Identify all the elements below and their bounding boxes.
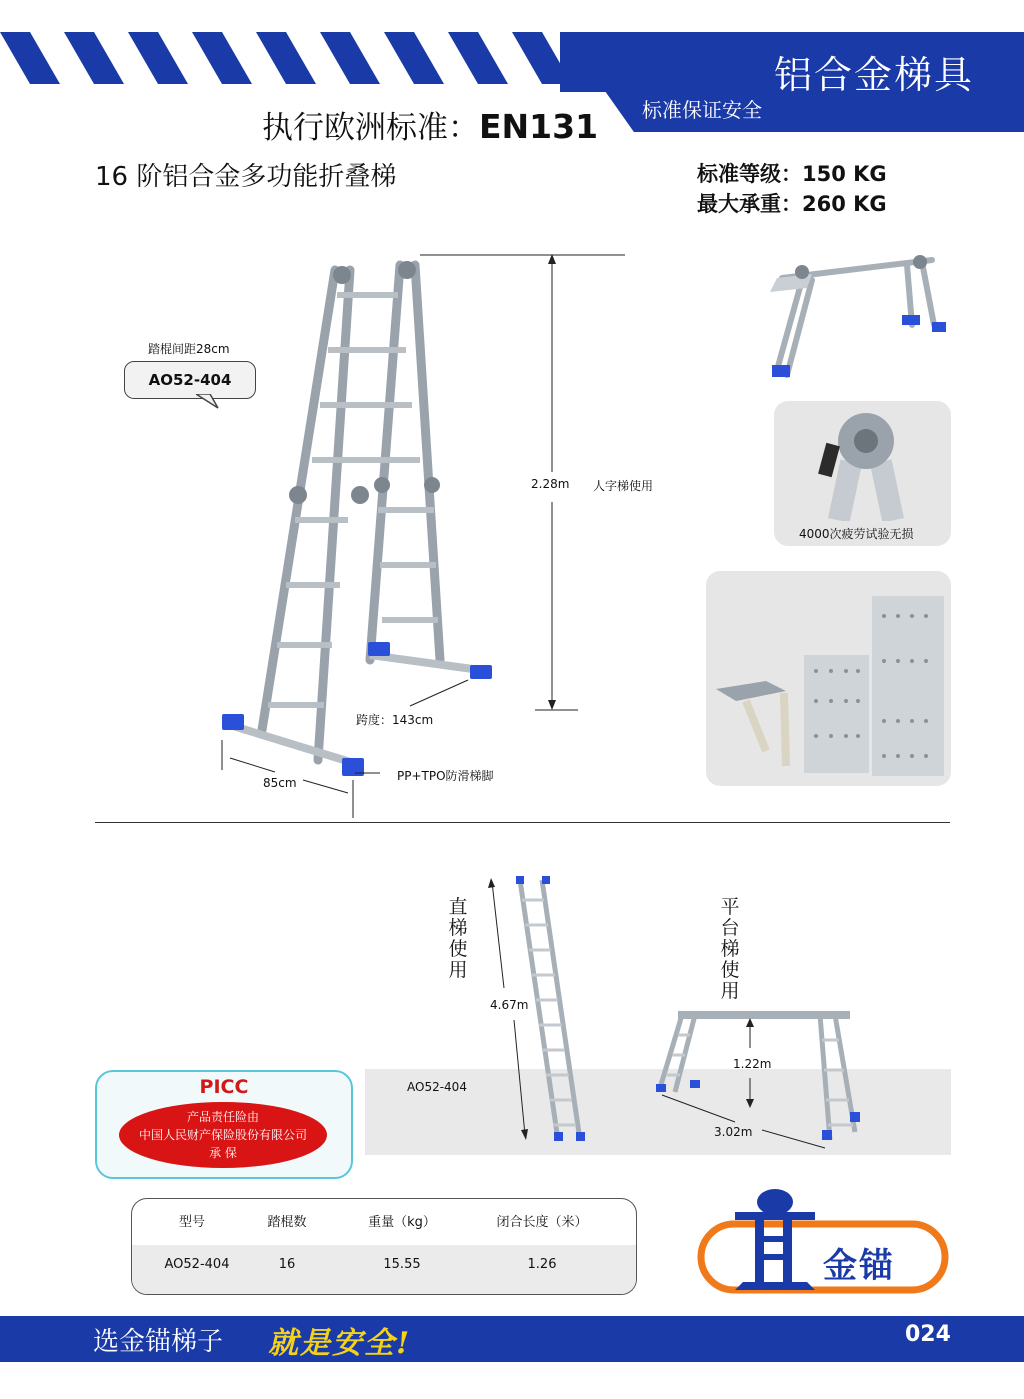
workbench-mode-photo [752,240,952,385]
rung-spacing-label: 踏棍间距28cm [148,342,230,356]
table-row [132,1245,636,1294]
picc-brand: PICC [199,1076,249,1098]
platform-height-label: 1.22m [733,1057,772,1071]
width-label: 85cm [263,776,297,790]
height-mode-label: 人字梯使用 [593,479,654,493]
span-label: 跨度：143cm [356,713,434,727]
table-header-cell: 踏棍数 [267,1215,307,1230]
brand-subtitle: 标准保证安全 [642,98,762,122]
table-header-cell: 型号 [178,1215,205,1230]
anti-slip-foot-label: PP+TPO防滑梯脚 [397,769,494,783]
band-model-label: AO52-404 [407,1080,467,1094]
page-number: 024 [905,1322,951,1347]
model-bubble: AO52-404 [124,361,256,399]
section-divider [95,822,950,823]
insurance-text [119,1108,327,1162]
table-cell: 1.26 [527,1257,557,1272]
spec-table [131,1198,637,1295]
brand-title: 铝合金梯具 [774,53,975,97]
spec-grade: 标准等级：150 KG [697,162,887,186]
table-header-row [132,1203,636,1243]
platform-ladder-illustration [650,1000,880,1150]
hinge-photo [804,406,924,521]
insurance-line-3: 承 保 [209,1146,237,1160]
table-cell: 16 [278,1257,296,1272]
spec-max-load: 最大承重：260 KG [697,192,887,216]
hinge-photo-box [774,401,951,546]
header-stripes [0,32,600,84]
standard-prefix: 执行欧洲标准： [262,110,479,146]
table-header-cell: 闭合长度（米） [496,1215,588,1230]
insurance-line-1: 产品责任险由 [186,1110,259,1124]
brand-logo [695,1188,951,1298]
standard-code: EN131 [479,107,599,146]
platform-parts-photo-box [706,571,951,786]
straight-height-label: 4.67m [490,998,529,1012]
bubble-tail [196,394,220,410]
hinge-caption: 4000次疲劳试验无损 [799,527,914,541]
table-header-cell: 重量（kg） [368,1215,436,1230]
platform-parts-photo [706,571,951,786]
platform-length-label: 3.02m [714,1125,753,1139]
main-ladder-illustration [200,240,660,820]
product-title: 16 阶铝合金多功能折叠梯 [95,162,397,192]
table-cell: AO52-404 [164,1257,230,1272]
platform-mode-label: 平台梯使用 [720,896,740,1002]
insurance-line-2: 中国人民财产保险股份有限公司 [138,1128,307,1142]
standard-line [262,102,598,147]
table-cell: 15.55 [383,1257,421,1272]
footer-slogan: 就是安全! [268,1326,412,1361]
height-value-label: 2.28m [531,477,570,491]
footer-text: 选金锚梯子 [93,1327,224,1357]
logo-text: 金锚 [823,1246,895,1286]
insurance-card [95,1070,353,1179]
straight-mode-label: 直梯使用 [448,896,468,981]
